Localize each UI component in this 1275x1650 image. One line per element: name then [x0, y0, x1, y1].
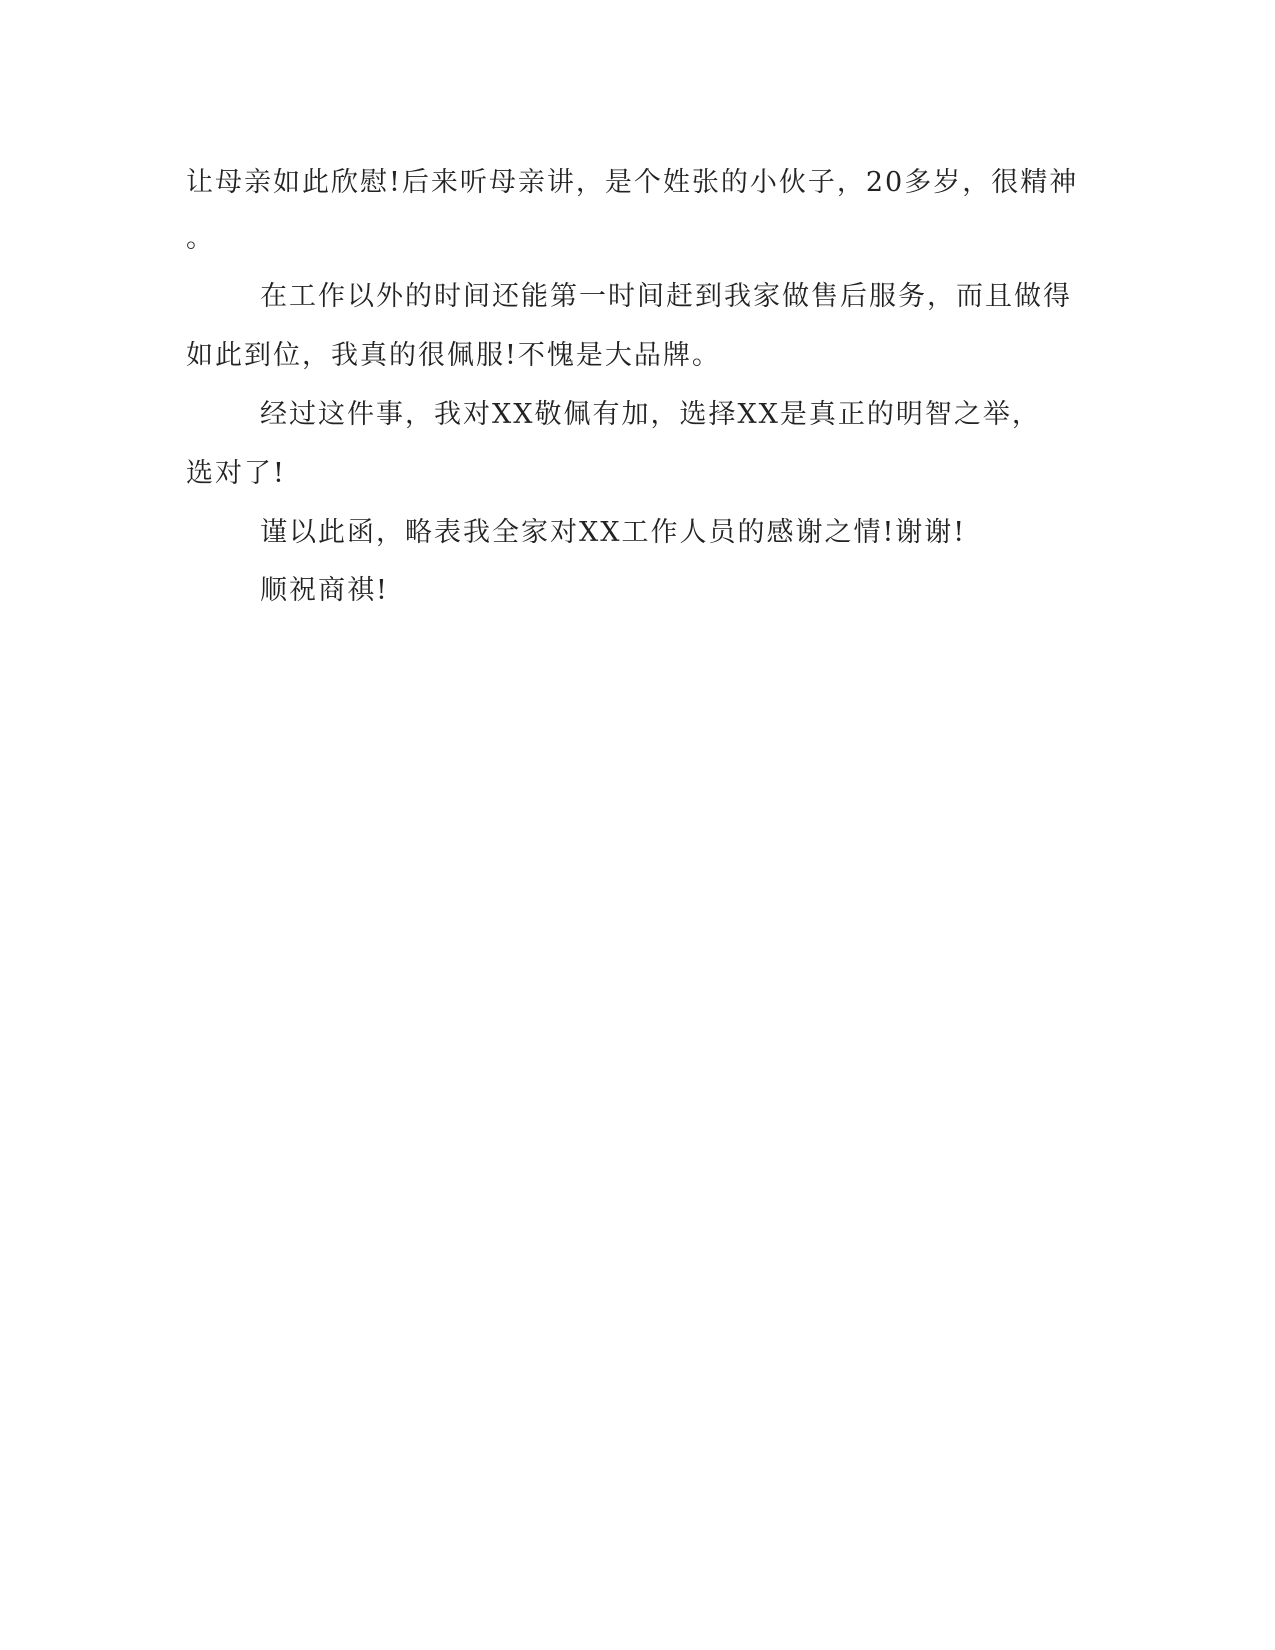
- paragraph-2-line-2: 如此到位，我真的很佩服!不愧是大品牌。: [186, 340, 721, 371]
- paragraph-1-line-2: 。: [186, 223, 215, 254]
- paragraph-5-line-1: 顺祝商祺!: [260, 575, 389, 606]
- paragraph-4-line-1: 谨以此函，略表我全家对XX工作人员的感谢之情!谢谢!: [260, 517, 967, 548]
- paragraph-1-line-1: 让母亲如此欣慰!后来听母亲讲，是个姓张的小伙子，20多岁，很精神: [186, 167, 1079, 198]
- paragraph-2-line-1: 在工作以外的时间还能第一时间赶到我家做售后服务，而且做得: [260, 281, 1072, 312]
- paragraph-3-line-1: 经过这件事，我对XX敬佩有加，选择XX是真正的明智之举，: [260, 399, 1041, 430]
- paragraph-3-line-2: 选对了!: [186, 458, 286, 489]
